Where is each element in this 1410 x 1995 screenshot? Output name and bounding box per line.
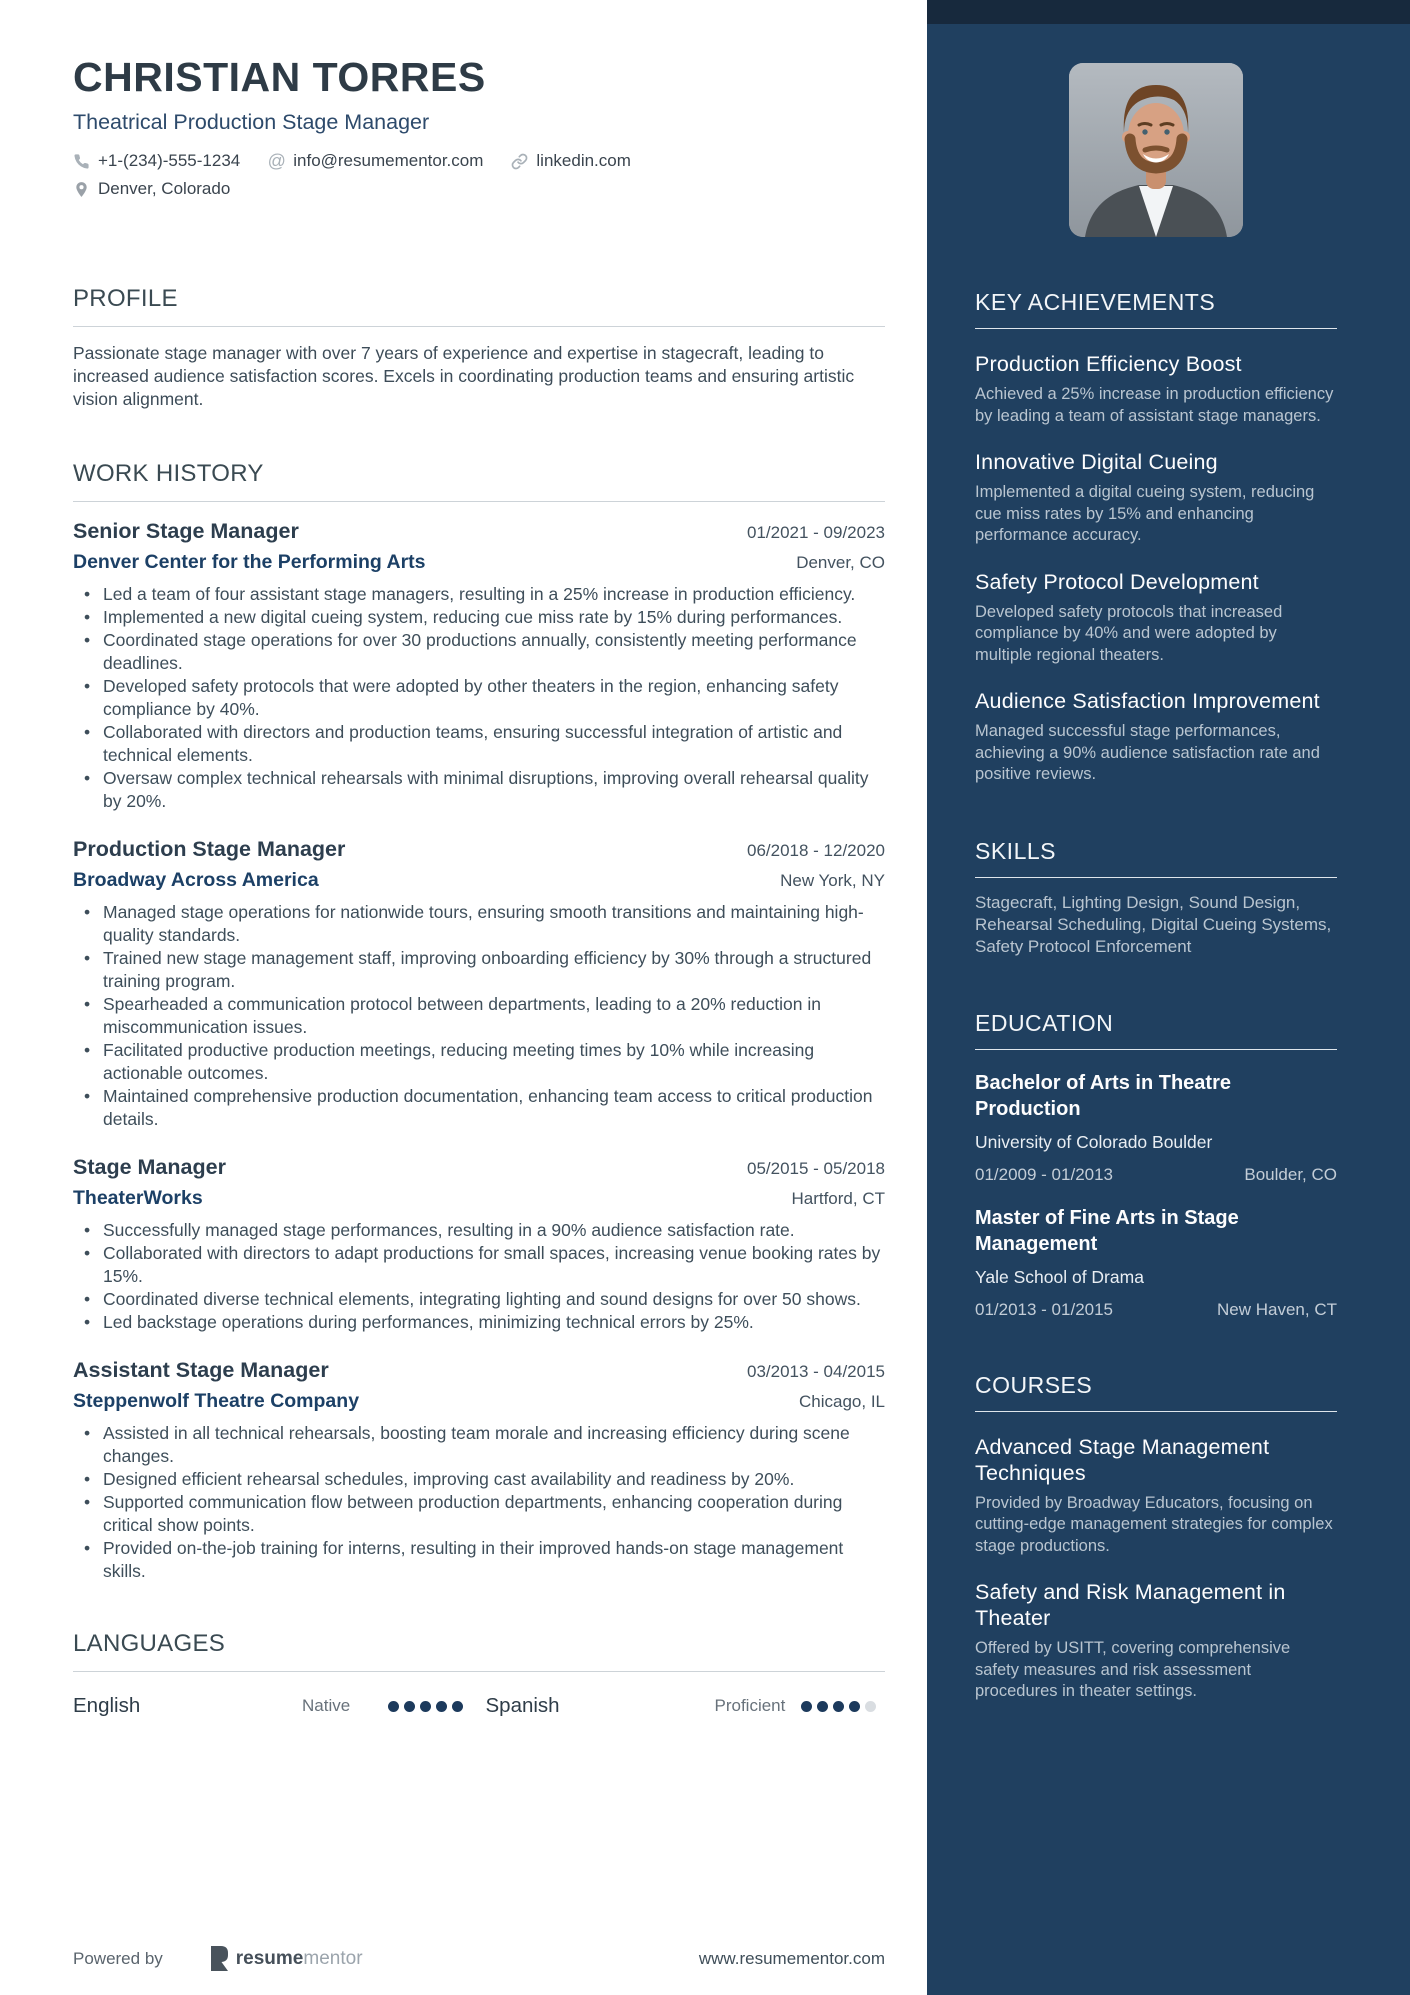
- job-company-row: [73, 869, 885, 892]
- job-bullet: • Spearheaded a communication protocol between departments, leading to a 20% reduction in miscommunication issues.: [103, 993, 885, 1039]
- location-pin-icon: [73, 181, 90, 198]
- language-item: [486, 1693, 886, 1719]
- achievement-title: Safety Protocol Development: [975, 569, 1259, 594]
- achievement-text: Achieved a 25% increase in production efficiency by leading a team of assistant stage managers.: [975, 385, 1334, 425]
- skills-text: Stagecraft, Lighting Design, Sound Design, Rehearsal Scheduling, Digital Cueing Systems, Safety Protocol Enforcement: [975, 892, 1332, 956]
- education-meta-row: [975, 1165, 1337, 1185]
- photo-container: [975, 63, 1337, 237]
- achievements-heading: KEY ACHIEVEMENTS: [975, 289, 1216, 315]
- phone-icon: [73, 153, 90, 170]
- section-divider: [73, 1671, 885, 1672]
- job-title-row: [73, 519, 885, 544]
- job-entry: [73, 1155, 885, 1334]
- page-footer: [73, 1946, 885, 1971]
- person-name: CHRISTIAN TORRES: [73, 54, 486, 100]
- level-dot: [404, 1701, 415, 1712]
- person-title: Theatrical Production Stage Manager: [73, 110, 430, 135]
- job-company: TheaterWorks: [73, 1187, 203, 1210]
- course-text: Offered by USITT, covering comprehensive safety measures and risk assessment procedures in theater settings.: [975, 1639, 1291, 1700]
- contact-row: [73, 151, 885, 171]
- job-dates: 01/2021 - 09/2023: [746, 523, 885, 543]
- education-degree: Bachelor of Arts in Theatre Production: [975, 1071, 1231, 1120]
- footer-url[interactable]: www.resumementor.com: [698, 1948, 885, 1968]
- achievement-title: Innovative Digital Cueing: [975, 450, 1218, 474]
- language-level-dots: [801, 1701, 876, 1712]
- achievement-text: Developed safety protocols that increased compliance by 40% and were adopted by multiple regional theaters.: [975, 602, 1283, 664]
- job-title: Senior Stage Manager: [73, 519, 299, 544]
- level-dot: [865, 1701, 876, 1712]
- language-item: [73, 1693, 473, 1719]
- job-title-row: [73, 1155, 885, 1180]
- job-bullet: • Successfully managed stage performances, resulting in a 90% audience satisfaction rate.: [103, 1219, 885, 1242]
- level-dot: [420, 1701, 431, 1712]
- job-entry: [73, 1358, 885, 1583]
- work-history-section: [73, 460, 885, 1583]
- job-company: Denver Center for the Performing Arts: [73, 551, 426, 574]
- section-divider: [975, 877, 1337, 878]
- section-divider: [73, 326, 885, 327]
- education-meta-row: [975, 1300, 1337, 1320]
- location-text: Denver, Colorado: [98, 179, 231, 199]
- job-title: Assistant Stage Manager: [73, 1358, 329, 1383]
- linkedin-contact[interactable]: [511, 151, 631, 171]
- job-bullets: [73, 583, 885, 813]
- level-dot: [849, 1701, 860, 1712]
- education-school: University of Colorado Boulder: [975, 1131, 1213, 1152]
- language-level: Proficient: [714, 1696, 786, 1716]
- job-dates: 06/2018 - 12/2020: [746, 841, 885, 861]
- education-heading: EDUCATION: [975, 1009, 1114, 1036]
- language-level: Native: [302, 1696, 351, 1716]
- achievement-item: [975, 449, 1337, 547]
- language-level-dots: [388, 1701, 463, 1712]
- level-dot: [388, 1701, 399, 1712]
- courses-heading: COURSES: [975, 1371, 1093, 1398]
- language-name: English: [73, 1694, 141, 1718]
- job-bullet: • Collaborated with directors and production teams, ensuring successful integration of artistic and technical elements.: [103, 721, 885, 767]
- education-section: [975, 1010, 1337, 1320]
- job-bullet: • Supported communication flow between production departments, enhancing cooperation during critical show points.: [103, 1491, 885, 1537]
- education-location: New Haven, CT: [1217, 1299, 1337, 1319]
- job-dates: 03/2013 - 04/2015: [746, 1362, 885, 1382]
- profile-heading: PROFILE: [73, 285, 178, 313]
- course-text: Provided by Broadway Educators, focusing on cutting-edge management strategies for complex stage productions.: [975, 1493, 1333, 1555]
- job-title-row: [73, 837, 885, 862]
- achievement-title: Production Efficiency Boost: [975, 352, 1242, 376]
- languages-heading: LANGUAGES: [73, 1630, 226, 1658]
- job-bullet: • Facilitated productive production meetings, reducing meeting times by 10% while increasing actionable outcomes.: [103, 1039, 885, 1085]
- course-title: Advanced Stage Management Techniques: [975, 1434, 1270, 1485]
- job-title: Stage Manager: [73, 1155, 226, 1180]
- work-history-heading: WORK HISTORY: [73, 460, 264, 488]
- level-dot: [833, 1701, 844, 1712]
- job-company-row: [73, 1390, 885, 1413]
- job-bullet: • Managed stage operations for nationwide tours, ensuring smooth transitions and maintaining high-quality standards.: [103, 901, 885, 947]
- section-divider: [975, 1411, 1337, 1412]
- education-dates: 01/2009 - 01/2013: [975, 1164, 1114, 1184]
- education-school: Yale School of Drama: [975, 1266, 1144, 1287]
- job-location: New York, NY: [780, 871, 885, 891]
- achievement-text: Implemented a digital cueing system, reducing cue miss rates by 15% and enhancing performance accuracy.: [975, 483, 1315, 544]
- achievement-item: [975, 688, 1337, 786]
- section-divider: [975, 1049, 1337, 1050]
- job-bullet: • Maintained comprehensive production documentation, enhancing team access to critical production details.: [103, 1085, 885, 1131]
- job-bullet: • Trained new stage management staff, improving onboarding efficiency by 30% through a structured training program.: [103, 947, 885, 993]
- job-bullet: • Led backstage operations during performances, minimizing technical errors by 25%.: [103, 1311, 885, 1334]
- linkedin-url[interactable]: linkedin.com: [536, 151, 631, 171]
- powered-by-label: Powered by: [73, 1948, 163, 1968]
- job-entry: [73, 519, 885, 813]
- skills-heading: SKILLS: [975, 837, 1056, 864]
- achievement-item: [975, 351, 1337, 427]
- phone-number: +1-(234)-555-1234: [98, 151, 241, 171]
- job-entry: [73, 837, 885, 1131]
- profile-photo: [1069, 63, 1243, 237]
- job-bullets: [73, 1219, 885, 1334]
- job-company-row: [73, 1187, 885, 1210]
- job-company: Broadway Across America: [73, 869, 319, 892]
- courses-section: [975, 1372, 1337, 1703]
- brand-mark-icon: [209, 1946, 228, 1971]
- section-divider: [975, 328, 1337, 329]
- level-dot: [452, 1701, 463, 1712]
- job-bullet: • Coordinated stage operations for over 30 productions annually, consistently meeting performance deadlines.: [103, 629, 885, 675]
- education-entry: [975, 1070, 1337, 1185]
- achievement-title: Audience Satisfaction Improvement: [975, 689, 1320, 713]
- level-dot: [817, 1701, 828, 1712]
- sidebar-top-strip: [927, 0, 1410, 24]
- job-company: Steppenwolf Theatre Company: [73, 1390, 360, 1413]
- job-bullet: • Oversaw complex technical rehearsals with minimal disruptions, improving overall rehearsal quality by 20%.: [103, 767, 885, 813]
- link-icon: [511, 153, 528, 170]
- language-list: [73, 1693, 885, 1719]
- job-location: Denver, CO: [796, 553, 885, 573]
- level-dot: [436, 1701, 447, 1712]
- job-location: Hartford, CT: [791, 1189, 885, 1209]
- course-title: Safety and Risk Management in Theater: [975, 1580, 1286, 1630]
- email-contact[interactable]: [268, 151, 483, 171]
- job-list: [73, 519, 885, 1583]
- language-name: Spanish: [485, 1694, 560, 1718]
- section-divider: [73, 501, 885, 502]
- languages-section: [73, 1630, 885, 1719]
- portrait-illustration: [1069, 63, 1243, 237]
- resumementor-logo[interactable]: [209, 1946, 363, 1971]
- skills-section: [975, 838, 1337, 958]
- brand-wordmark: resumementor: [235, 1947, 363, 1969]
- job-bullets: [73, 1422, 885, 1583]
- profile-text: Passionate stage manager with over 7 years of experience and expertise in stagecraft, leading to increased audience satisfaction scores. Excels in coordinating production teams and ensuring artistic vision alignment.: [73, 343, 855, 410]
- sidebar: [927, 0, 1410, 1995]
- achievement-item: [975, 569, 1337, 667]
- job-bullet: • Developed safety protocols that were adopted by other theaters in the region, enhancing safety compliance by 40%.: [103, 675, 885, 721]
- resume-header: [73, 56, 885, 199]
- education-dates: 01/2013 - 01/2015: [975, 1299, 1114, 1319]
- job-location: Chicago, IL: [799, 1392, 885, 1412]
- education-location: Boulder, CO: [1244, 1164, 1337, 1184]
- email-address[interactable]: info@resumementor.com: [293, 151, 484, 171]
- job-title-row: [73, 1358, 885, 1383]
- job-title: Production Stage Manager: [73, 837, 346, 862]
- job-company-row: [73, 551, 885, 574]
- level-dot: [801, 1701, 812, 1712]
- job-bullet: • Coordinated diverse technical elements, integrating lighting and sound designs for over 50 shows.: [103, 1288, 885, 1311]
- achievements-section: [975, 289, 1337, 786]
- job-bullet: • Implemented a new digital cueing system, reducing cue miss rate by 15% during performances.: [103, 606, 885, 629]
- course-item: [975, 1579, 1337, 1703]
- location-contact: [73, 179, 230, 199]
- at-icon: @: [267, 151, 286, 172]
- job-dates: 05/2015 - 05/2018: [746, 1159, 885, 1179]
- phone-contact: [73, 151, 240, 171]
- job-bullet: • Provided on-the-job training for interns, resulting in their improved hands-on stage management skills.: [103, 1537, 885, 1583]
- achievement-text: Managed successful stage performances, achieving a 90% audience satisfaction rate and positive reviews.: [975, 722, 1320, 783]
- job-bullets: [73, 901, 885, 1131]
- job-bullet: • Designed efficient rehearsal schedules, improving cast availability and readiness by 20%.: [103, 1468, 885, 1491]
- job-bullet: • Led a team of four assistant stage managers, resulting in a 25% increase in production efficiency.: [103, 583, 885, 606]
- education-degree: Master of Fine Arts in Stage Management: [975, 1206, 1239, 1255]
- job-bullet: • Assisted in all technical rehearsals, boosting team morale and increasing efficiency during scene changes.: [103, 1422, 885, 1468]
- profile-section: [73, 285, 885, 411]
- location-row: [73, 179, 885, 199]
- job-bullet: • Collaborated with directors to adapt productions for small spaces, increasing venue booking rates by 15%.: [103, 1242, 885, 1288]
- education-entry: [975, 1205, 1337, 1320]
- course-item: [975, 1434, 1337, 1558]
